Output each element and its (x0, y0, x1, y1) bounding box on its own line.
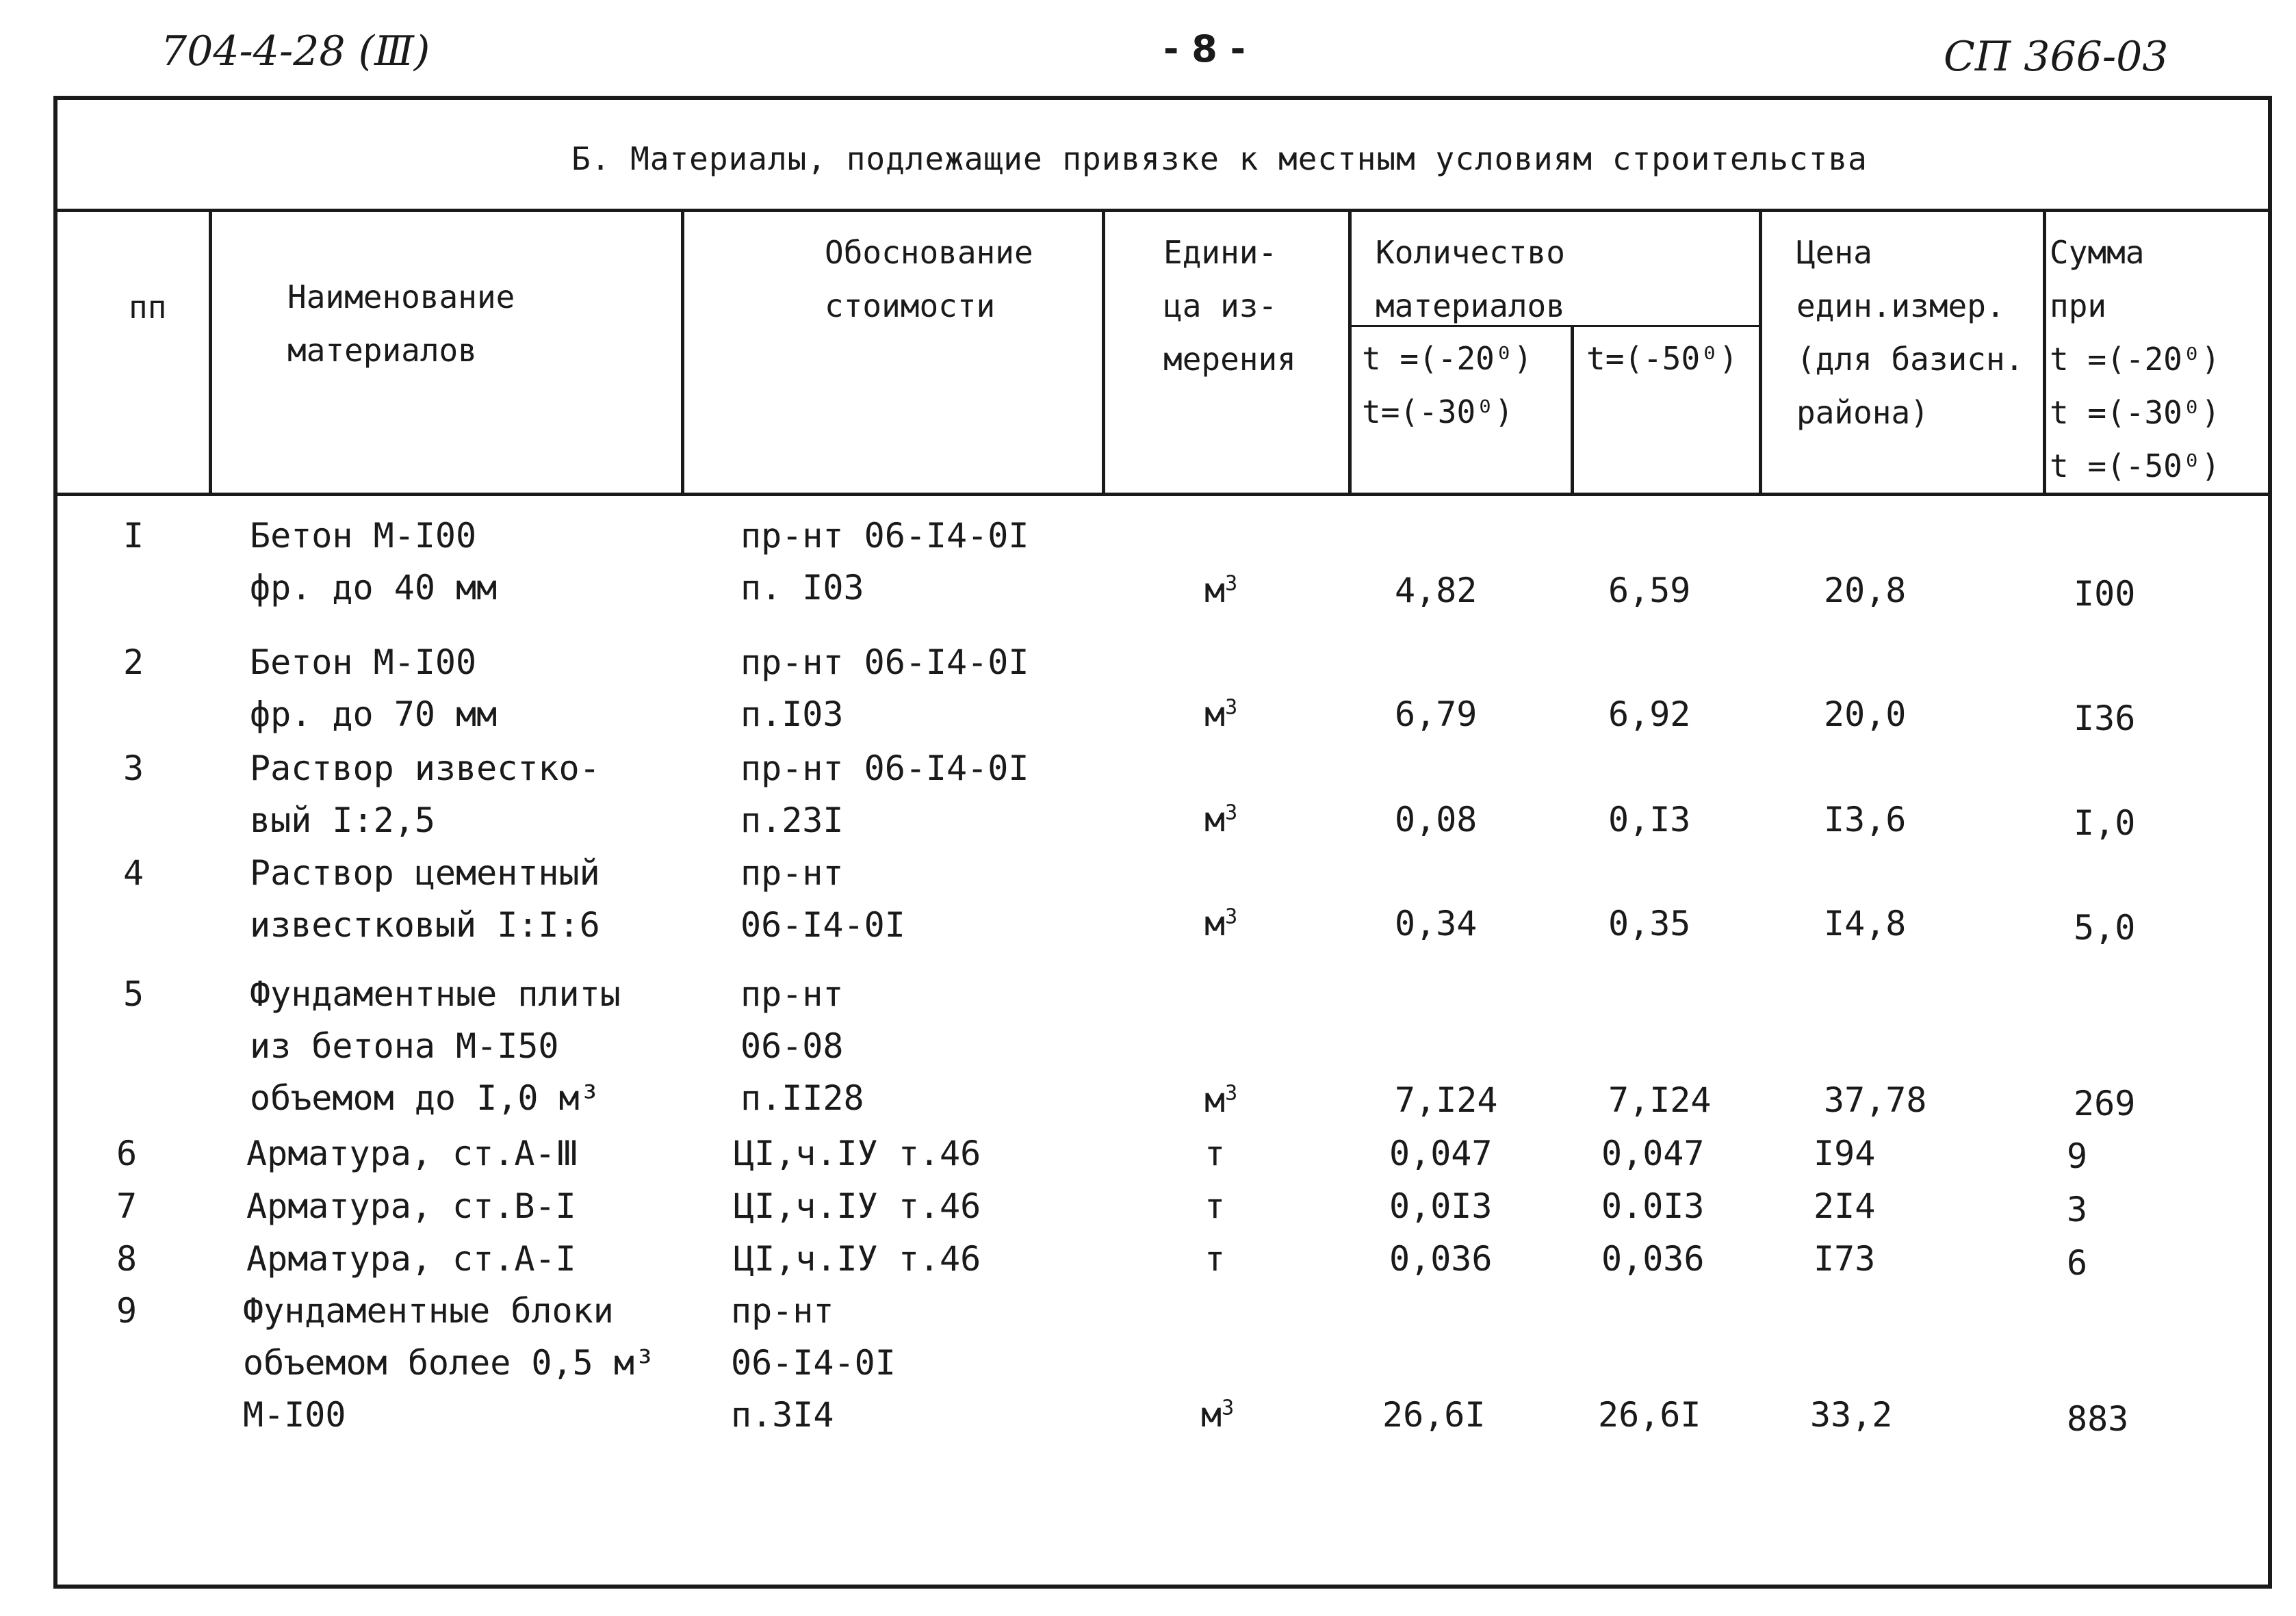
header-price: Цена един.измер. (для базисн. района) (1796, 234, 2024, 431)
col-divider-4 (1348, 209, 1352, 496)
row-6-qty-b: 0,047 (1601, 1134, 1705, 1173)
row-7-qty-a: 0,0I3 (1389, 1186, 1493, 1226)
header-unit: Едини- ца из- мерения (1163, 234, 1296, 378)
row-1-num: I (123, 516, 144, 556)
header-name: Наименование материалов (287, 278, 515, 369)
row-8-unit: т (1204, 1239, 1226, 1279)
row-6-name: Арматура, ст.А-Ⅲ (246, 1134, 580, 1173)
row-2-basis: пр-нт 06-I4-0I п.I03 (740, 642, 1029, 734)
col-divider-3 (1102, 209, 1105, 496)
row-2-qty-b: 6,92 (1608, 694, 1691, 734)
row-5-price: 37,78 (1824, 1080, 1927, 1120)
document-code: 704-4-28 (Ⅲ) (161, 27, 430, 75)
row-9-unit: $м^3$ (1201, 1395, 1235, 1435)
row-4-basis: пр-нт 06-I4-0I (740, 853, 905, 945)
row-3-name: Раствор известко- вый I:2,5 (250, 748, 600, 840)
row-3-sum: I,0 (2074, 803, 2136, 843)
row-3-qty-a: 0,08 (1395, 800, 1478, 839)
row-4-num: 4 (123, 853, 144, 893)
row-9-num: 9 (116, 1291, 138, 1331)
row-6-price: I94 (1814, 1134, 1876, 1173)
row-8-name: Арматура, ст.А-I (246, 1239, 576, 1279)
row-6-basis: ЦI,ч.IУ т.46 (734, 1134, 981, 1173)
col-divider-5 (1571, 325, 1574, 496)
row-7-sum: 3 (2067, 1190, 2088, 1229)
row-8-qty-b: 0,036 (1601, 1239, 1705, 1279)
row-4-price: I4,8 (1824, 904, 1907, 943)
row-3-unit: $м^3$ (1204, 800, 1238, 839)
row-1-price: 20,8 (1824, 571, 1907, 610)
row-9-basis: пр-нт 06-I4-0I п.3I4 (731, 1291, 896, 1435)
row-6-sum: 9 (2067, 1136, 2088, 1176)
row-8-price: I73 (1814, 1239, 1876, 1279)
row-8-qty-a: 0,036 (1389, 1239, 1493, 1279)
row-4-qty-a: 0,34 (1395, 904, 1478, 943)
row-1-basis: пр-нт 06-I4-0I п. I03 (740, 516, 1029, 608)
row-8-basis: ЦI,ч.IУ т.46 (734, 1239, 981, 1279)
row-5-num: 5 (123, 974, 144, 1014)
row-9-price: 33,2 (1810, 1395, 1893, 1435)
row-4-unit: $м^3$ (1204, 904, 1238, 943)
header-basis: Обоснование стоимости (825, 234, 1033, 324)
table-caption: Б. Материалы, подлежащие привязке к местным условиям строительства (571, 140, 1868, 177)
row-7-qty-b: 0.0I3 (1601, 1186, 1705, 1226)
sheet-code: СП 366-03 (1944, 33, 2169, 81)
row-3-price: I3,6 (1824, 800, 1907, 839)
row-1-name: Бетон М-I00 фр. до 40 мм (250, 516, 498, 608)
row-2-price: 20,0 (1824, 694, 1907, 734)
row-2-unit: $м^3$ (1204, 694, 1238, 734)
row-9-qty-b: 26,6I (1598, 1395, 1701, 1435)
row-5-unit: $м^3$ (1204, 1080, 1238, 1120)
row-8-sum: 6 (2067, 1243, 2088, 1283)
row-2-num: 2 (123, 642, 144, 682)
row-8-num: 8 (116, 1239, 138, 1279)
row-6-num: 6 (116, 1134, 138, 1173)
caption-rule (53, 209, 2268, 212)
row-5-name: Фундаментные плиты из бетона М-I50 объемом до I,0 м³ (250, 974, 621, 1118)
header-num: пп (129, 289, 167, 326)
row-1-unit: $м^3$ (1204, 571, 1238, 610)
row-2-name: Бетон М-I00 фр. до 70 мм (250, 642, 498, 734)
row-4-name: Раствор цементный известковый I:I:6 (250, 853, 600, 945)
row-3-basis: пр-нт 06-I4-0I п.23I (740, 748, 1029, 840)
row-7-num: 7 (116, 1186, 138, 1226)
col-divider-2 (681, 209, 684, 496)
row-2-qty-a: 6,79 (1395, 694, 1478, 734)
row-2-sum: I36 (2074, 699, 2136, 738)
row-5-basis: пр-нт 06-08 п.II28 (740, 974, 864, 1118)
row-7-unit: т (1204, 1186, 1226, 1226)
row-9-name: Фундаментные блоки объемом более 0,5 м³ М-I00 (243, 1291, 656, 1435)
row-1-qty-b: 6,59 (1608, 571, 1691, 610)
row-9-qty-a: 26,6I (1382, 1395, 1486, 1435)
row-1-qty-a: 4,82 (1395, 571, 1478, 610)
header-sum: Сумма при t =(-20⁰) t =(-30⁰) t =(-50⁰) (2050, 234, 2221, 484)
header-qty-b: t=(-50⁰) (1586, 340, 1738, 377)
col-divider-1 (209, 209, 212, 496)
col-divider-7 (2043, 209, 2046, 496)
row-4-qty-b: 0,35 (1608, 904, 1691, 943)
row-7-price: 2I4 (1814, 1186, 1876, 1226)
header-qty-a: t =(-20⁰) t=(-30⁰) (1362, 340, 1533, 430)
row-5-qty-b: 7,I24 (1608, 1080, 1712, 1120)
header-qty: Количество материалов (1376, 234, 1565, 324)
row-3-num: 3 (123, 748, 144, 788)
row-6-unit: т (1204, 1134, 1226, 1173)
row-5-sum: 269 (2074, 1084, 2136, 1123)
row-7-basis: ЦI,ч.IУ т.46 (734, 1186, 981, 1226)
col-divider-6 (1759, 209, 1762, 496)
row-7-name: Арматура, ст.В-I (246, 1186, 576, 1226)
row-3-qty-b: 0,I3 (1608, 800, 1691, 839)
row-4-sum: 5,0 (2074, 908, 2136, 948)
row-9-sum: 883 (2067, 1399, 2129, 1439)
row-6-qty-a: 0,047 (1389, 1134, 1493, 1173)
page-number: - 8 - (1163, 27, 1246, 70)
row-1-sum: I00 (2074, 574, 2136, 614)
header-bottom-rule (53, 493, 2268, 496)
row-5-qty-a: 7,I24 (1395, 1080, 1498, 1120)
